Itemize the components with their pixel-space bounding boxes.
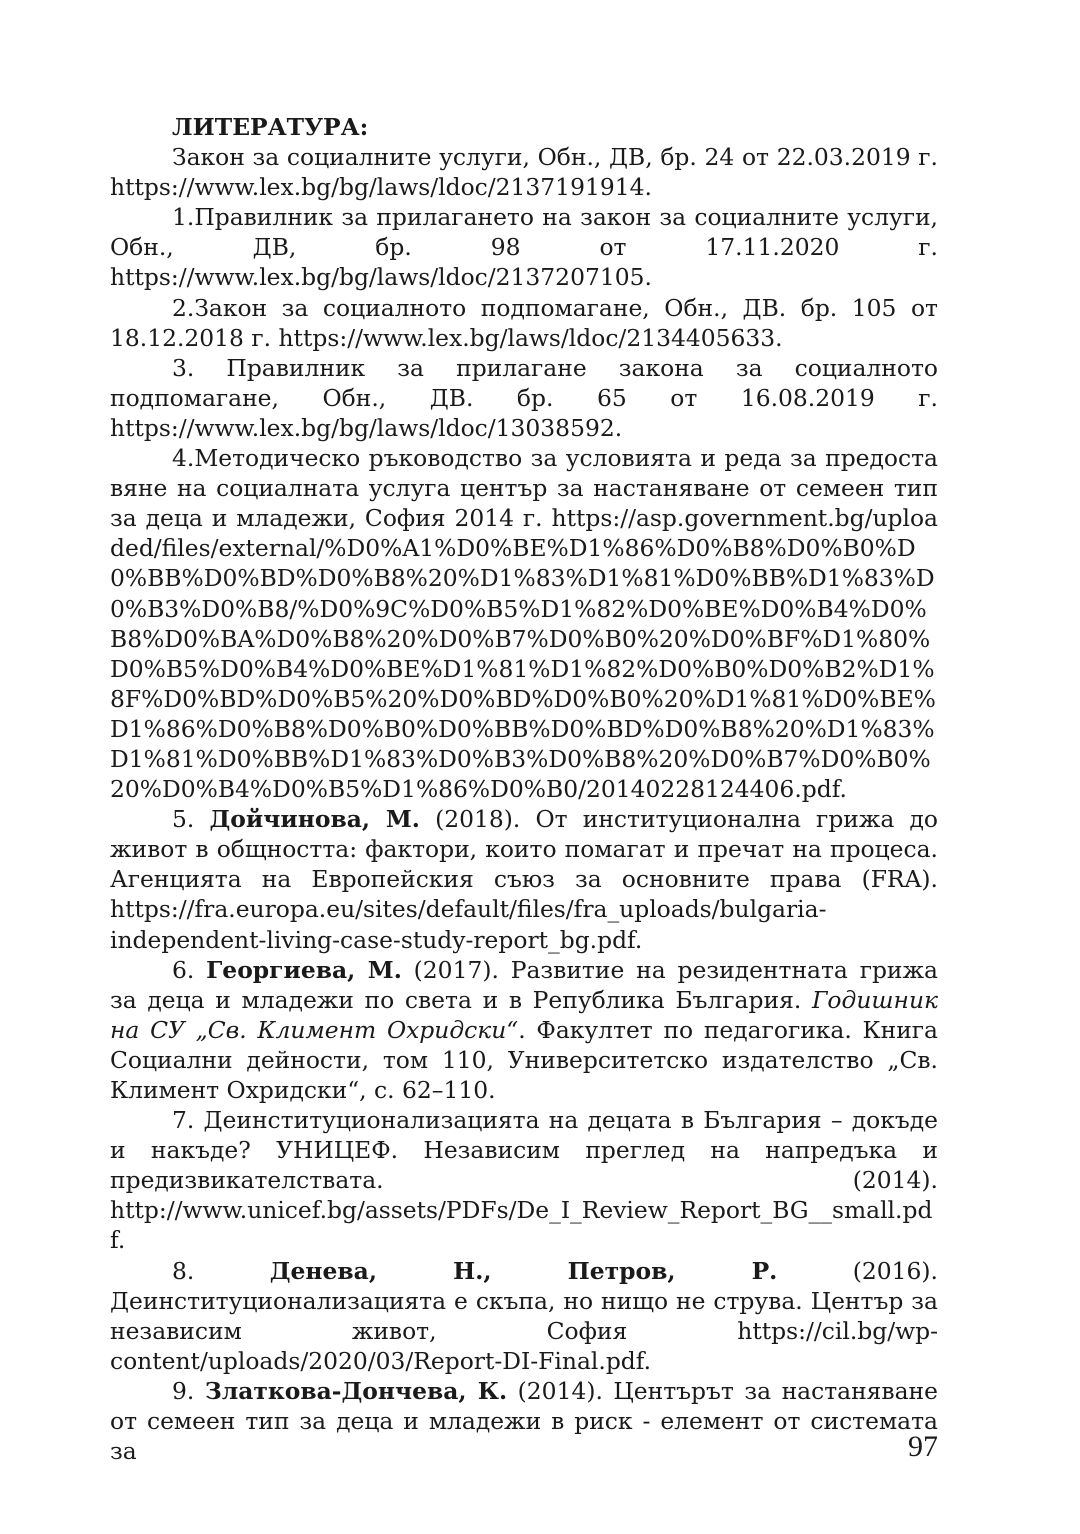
reference-number: 5.	[172, 805, 210, 834]
reference-author: Дойчинова, М.	[209, 805, 420, 834]
reference-item	[110, 443, 938, 804]
reference-author: Денева, Н., Петров, Р.	[269, 1256, 778, 1285]
reference-number: 6.	[172, 955, 207, 984]
reference-text: 3. Правилник за прилагане закона за социалното подпомагане, Обн., ДВ. бр. 65 от 16.08.2019 г. https://www.lex.bg/bg/laws/ldoc/13038592.	[110, 353, 938, 442]
page-content	[110, 112, 938, 1466]
reference-item	[110, 1256, 938, 1376]
reference-item	[110, 1105, 938, 1255]
references-heading: ЛИТЕРАТУРА:	[172, 113, 369, 141]
reference-text: (2016). Деинституционализацията е скъпа, но нищо не струва. Център за независим живот, София https://cil.bg/wp-content/uploads/2020/03/Report-DI-Final.pdf.	[110, 1256, 938, 1375]
page-number: 97	[908, 1430, 938, 1463]
reference-text: 1.Правилник за прилагането на закон за социалните услуги, Обн., ДВ, бр. 98 от 17.11.2020 г. https://www.lex.bg/bg/laws/ldoc/2137207105.	[110, 203, 938, 292]
reference-source-title: Годишник на СУ „Св. Климент Охридски“	[110, 985, 938, 1044]
reference-author: Георгиева, М.	[206, 955, 402, 984]
reference-item	[110, 955, 938, 1105]
reference-item	[110, 142, 938, 202]
reference-text: 4.Методическо ръководство за условията и реда за предоставяне на социалната услуга център за настаняване от семеен тип за деца и младежи, София 2014 г. https://asp.government.bg/uploaded/files/external/%D0%A1%D0%BE%D1%86%D0%B8%D0%B0%D0%BB%D0%BD%D0%B8%20%D1%83%D1%81%D0%BB%D1%83%D0%B3%D0%B8/%D0%9C%D0%B5%D1%82%D0%BE%D0%B4%D0%B8%D0%BA%D0%B8%20%D0%B7%D0%B0%20%D0%BF%D1%80%D0%B5%D0%B4%D0%BE%D1%81%D1%82%D0%B0%D0%B2%D1%8F%D0%BD%D0%B5%20%D0%BD%D0%B0%20%D1%81%D0%BE%D1%86%D0%B8%D0%B0%D0%BB%D0%BD%D0%B8%20%D1%83%D1%81%D0%BB%D1%83%D0%B3%D0%B8%20%D0%B7%D0%B0%20%D0%B4%D0%B5%D1%86%D0%B0/20140228124406.pdf.	[110, 444, 938, 804]
reference-item	[110, 293, 938, 353]
reference-item	[110, 202, 938, 292]
reference-item	[110, 1376, 938, 1466]
reference-text: Закон за социалните услуги, Обн., ДВ, бр. 24 от 22.03.2019 г. https://www.lex.bg/bg/laws/ldoc/2137191914.	[110, 143, 938, 202]
reference-text: . Факултет по педагогика. Книга Социални дейности, том 110, Университетско издателство „Св. Климент Охридски“, с. 62–110.	[110, 1015, 938, 1104]
reference-item	[110, 804, 938, 954]
reference-text: (2018). От институционална грижа до живот в общността: фактори, които помагат и пречат на процеса. Агенцията на Европейския съюз за основните права (FRA). https://fra.europa.eu/sites/default/files/fra_uploads/bulgaria-independent-living-case-study-report_bg.pdf.	[110, 805, 938, 954]
reference-text: (2017). Развитие на резидентната грижа за деца и младежи по света и в Република България.	[110, 955, 938, 1014]
reference-author: Златкова-Дончева, К.	[204, 1376, 508, 1405]
reference-item	[110, 353, 938, 443]
reference-number: 9.	[172, 1376, 205, 1405]
reference-text: 7. Деинституционализацията на децата в България – докъде и накъде? УНИЦЕФ. Независим преглед на напредъка и предизвикателствата. (2014). http://www.unicef.bg/assets/PDFs/De_I_Review_Report_BG__small.pdf.	[110, 1106, 938, 1255]
reference-text: (2014). Центърът за настаняване от семеен тип за деца и младежи в риск - елемент от системата за	[110, 1376, 938, 1466]
reference-number: 8.	[172, 1256, 270, 1285]
reference-text: 2.Закон за социалното подпомагане, Обн., ДВ. бр. 105 от 18.12.2018 г. https://www.lex.bg/laws/ldoc/2134405633.	[110, 293, 938, 352]
